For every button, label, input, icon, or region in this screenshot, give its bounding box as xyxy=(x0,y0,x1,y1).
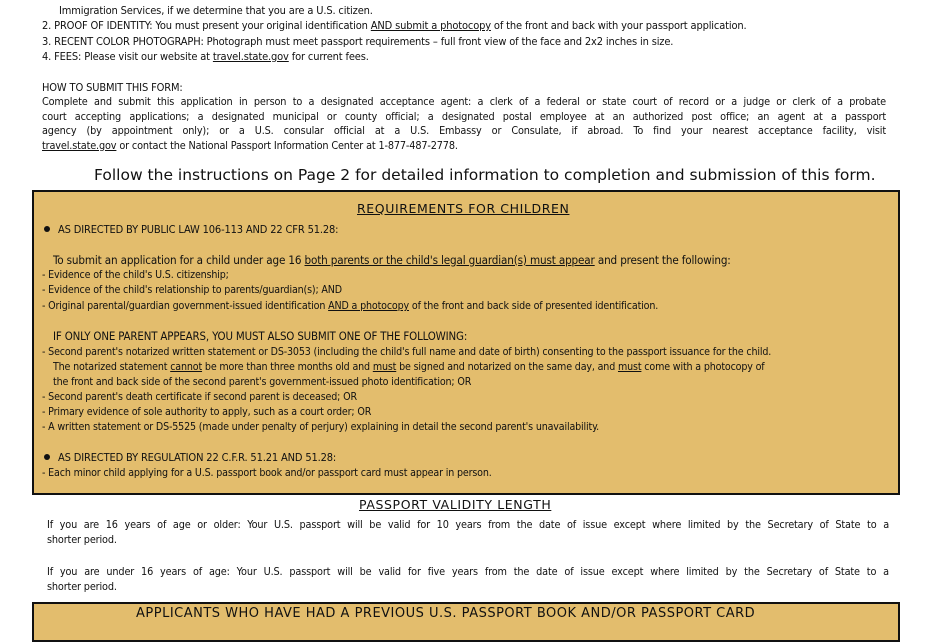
evidence-text: - Original parental/guardian government-issued identification xyxy=(42,300,329,312)
regulation-item: - Each minor child applying for a U.S. passport book and/or passport card must appear in person. xyxy=(42,467,492,479)
statement-text-underlined: must xyxy=(372,361,397,373)
children-intro xyxy=(53,253,731,267)
statement-text: The notarized statement xyxy=(53,361,171,373)
one-parent-item-cont xyxy=(53,360,765,374)
previous-passport-title: APPLICANTS WHO HAVE HAD A PREVIOUS U.S. PASSPORT BOOK AND/OR PASSPORT CARD xyxy=(136,606,756,621)
statement-text: be more than three months old and xyxy=(202,361,373,373)
how-to-line: Complete and submit this application in person to a designated acceptance agent: a clerk of a federal or state court of record or a judge or clerk of a probate xyxy=(42,95,886,108)
validity-title: PASSPORT VALIDITY LENGTH xyxy=(359,497,552,512)
validity-line: If you are 16 years of age or older: Your U.S. passport will be valid for 10 years from the date of issue except where limited by the Secretary of State to a xyxy=(47,518,889,531)
list-text: RECENT COLOR PHOTOGRAPH: Photograph must meet passport requirements – full front view of the face and 2x2 inches in size. xyxy=(54,35,674,48)
bullet-icon xyxy=(44,454,50,460)
evidence-text: of the front and back side of presented identification. xyxy=(409,300,659,312)
list-item-fees xyxy=(42,50,369,64)
evidence-item xyxy=(42,299,658,313)
evidence-item: - Evidence of the child's U.S. citizenship; xyxy=(42,269,229,281)
one-parent-item: - A written statement or DS-5525 (made under penalty of perjury) explaining in detail the second parent's unavailability. xyxy=(42,421,599,433)
list-text: FEES: Please visit our website at xyxy=(54,50,213,63)
how-to-text: or contact the National Passport Information Center at 1-877-487-2778. xyxy=(116,138,458,152)
validity-line: If you are under 16 years of age: Your U.S. passport will be valid for five years from the date of issue except where limited by the Secretary of State to a xyxy=(47,565,889,578)
how-to-line: court accepting applications; a designated municipal or county official; a designated postal employee at an authorized post office; an agent at a passport xyxy=(42,109,886,123)
previous-passport-box xyxy=(32,602,900,642)
list-text: PROOF OF IDENTITY: You must present your original identification xyxy=(54,19,371,32)
validity-paragraph-under-16 xyxy=(47,565,889,594)
intro-text-underlined: both parents or the child's legal guardian(s) must appear xyxy=(304,253,595,267)
public-law-heading xyxy=(44,223,338,237)
list-number: 3. xyxy=(42,35,52,48)
one-parent-heading: IF ONLY ONE PARENT APPEARS, YOU MUST ALSO SUBMIT ONE OF THE FOLLOWING: xyxy=(53,329,468,343)
list-item-proof-of-identity xyxy=(42,19,746,33)
validity-line-last: shorter period. xyxy=(47,579,117,593)
follow-instructions-headline: Follow the instructions on Page 2 for detailed information to completion and submission of this form. xyxy=(94,166,876,184)
list-number: 2. xyxy=(42,19,52,32)
one-parent-item: - Second parent's notarized written statement or DS-3053 (including the child's full name and date of birth) consenting to the passport issuance for the child. xyxy=(42,346,772,358)
list-number: 4. xyxy=(42,50,52,63)
regulation-text: AS DIRECTED BY REGULATION 22 C.F.R. 51.21 AND 51.28: xyxy=(58,451,337,464)
intro-text: To submit an application for a child under age 16 xyxy=(53,253,305,267)
statement-text-underlined: cannot xyxy=(170,361,203,373)
statement-text-underlined: must xyxy=(617,361,642,373)
evidence-text-underlined: AND a photocopy xyxy=(328,300,410,312)
how-to-line-last xyxy=(42,139,886,154)
validity-paragraph-16-plus xyxy=(47,518,889,547)
validity-line-last: shorter period. xyxy=(47,532,117,546)
statement-text: be signed and notarized on the same day, and xyxy=(396,361,618,373)
how-to-line: agency (by appointment only); or a U.S. consular official at a U.S. Embassy or Consulate, if abroad. To find your nearest acceptance facility, visit xyxy=(42,124,886,137)
evidence-item: - Evidence of the child's relationship to parents/guardian(s); AND xyxy=(42,284,342,296)
list-item-photograph xyxy=(42,35,673,49)
public-law-text: AS DIRECTED BY PUBLIC LAW 106-113 AND 22 CFR 51.28: xyxy=(58,223,339,236)
one-parent-item: - Primary evidence of sole authority to apply, such as a court order; OR xyxy=(42,406,372,418)
travel-state-gov-link[interactable]: travel.state.gov xyxy=(212,50,289,63)
list-line-continued: Immigration Services, if we determine that you are a U.S. citizen. xyxy=(59,4,373,17)
one-parent-item-cont: the front and back side of the second parent's government-issued photo identification; OR xyxy=(53,376,472,388)
how-to-heading: HOW TO SUBMIT THIS FORM: xyxy=(42,81,183,94)
regulation-heading xyxy=(44,451,336,465)
how-to-paragraph xyxy=(42,95,886,153)
statement-text: come with a photocopy of xyxy=(641,361,765,373)
requirements-children-box xyxy=(32,190,900,495)
one-parent-item: - Second parent's death certificate if second parent is deceased; OR xyxy=(42,391,357,403)
list-text: of the front and back with your passport application. xyxy=(490,19,747,32)
bullet-icon xyxy=(44,226,50,232)
travel-state-gov-link[interactable]: travel.state.gov xyxy=(42,138,117,152)
requirements-children-title: REQUIREMENTS FOR CHILDREN xyxy=(357,201,570,216)
list-text: for current fees. xyxy=(288,50,369,63)
intro-text: and present the following: xyxy=(594,253,731,267)
list-text-underlined: AND submit a photocopy xyxy=(370,19,491,32)
